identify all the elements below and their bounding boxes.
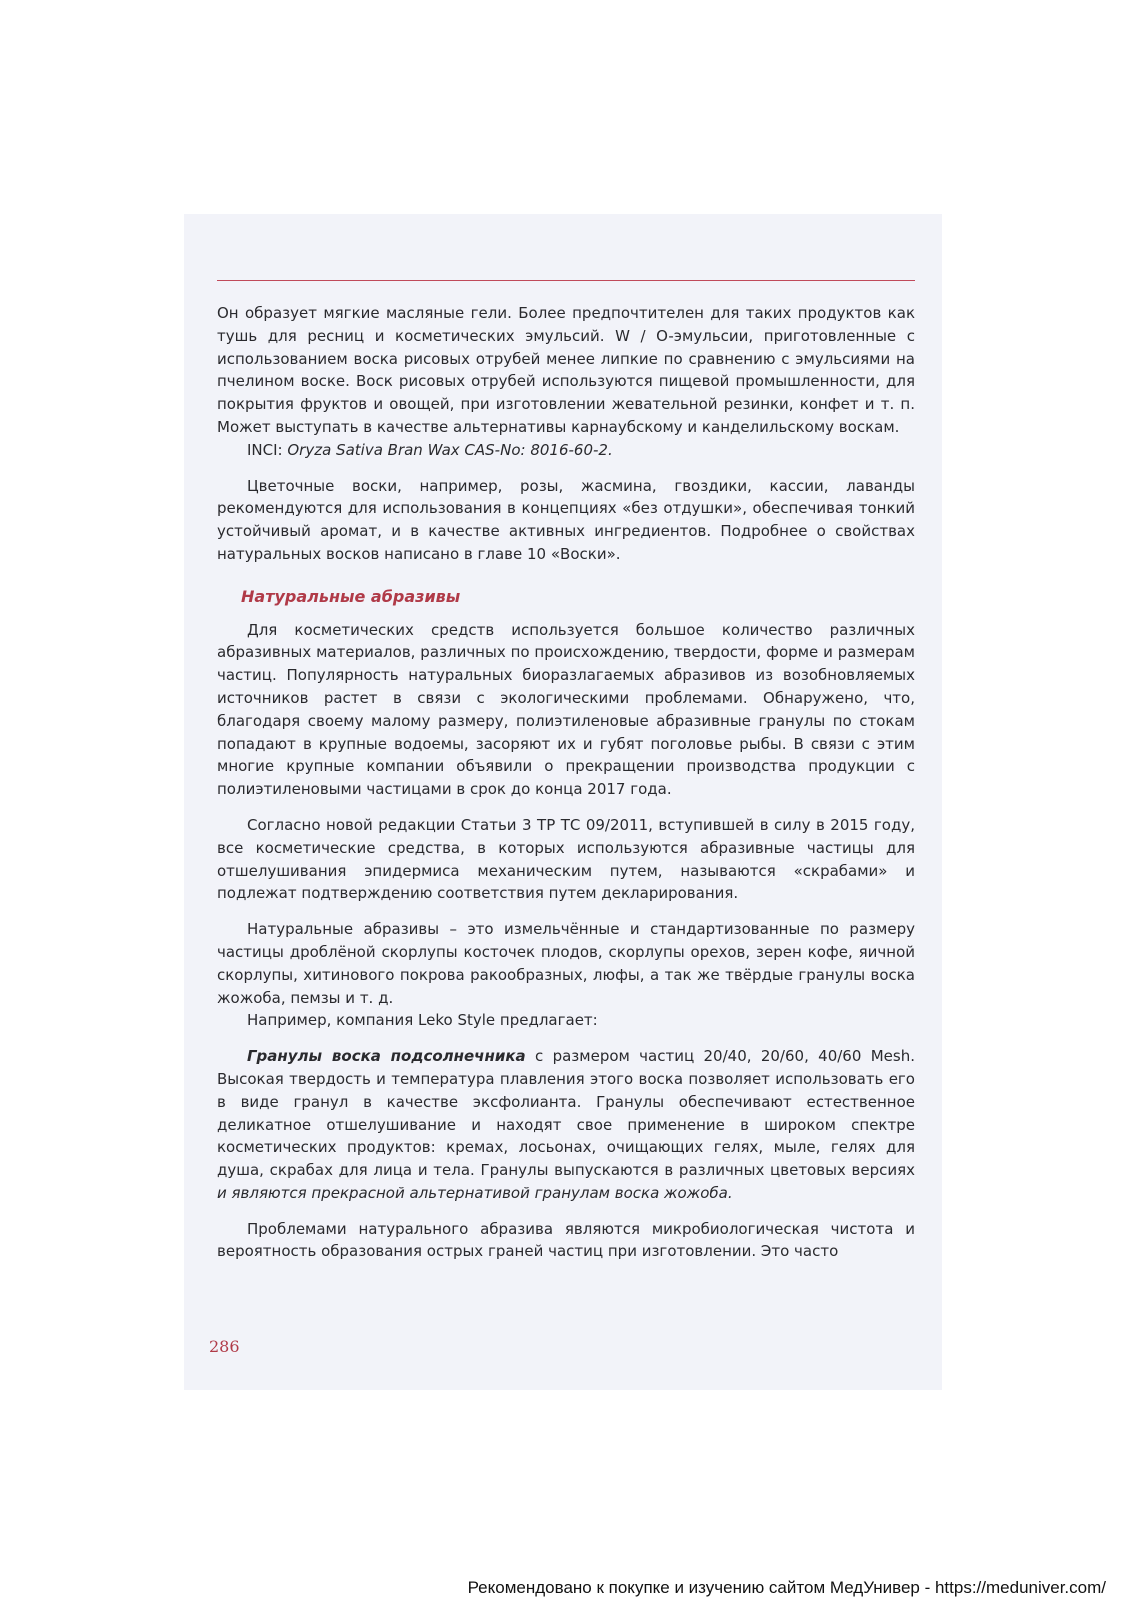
paragraph-abrasives-intro: Для косметических средств используется большое количество различных абразивных материалов, различных по происхождению, твердости, форме и размерам частиц. Популярность натуральных биоразлагаемых абразивов из возобновляемых источников растет в связи с экологическими проблемами. Обнаружено, что, благодаря своему малому размеру, полиэтиленовые абразивные гранулы по стокам попадают в крупные водоемы, засоряют их и губят поголовье рыбы. В связи с этим многие крупные компании объявили о прекращении производства продукции с полиэтиленовыми частицами в срок до конца 2017 года.: [217, 620, 915, 799]
paragraph-sunflower-wax: [217, 1045, 915, 1205]
sunflower-wax-term: Гранулы воска подсолнечника: [247, 1047, 526, 1066]
inci-value: Oryza Sativa Bran Wax CAS-No: 8016-60-2.: [287, 440, 613, 459]
book-page: [184, 214, 942, 1390]
footer-recommendation: Рекомендовано к покупке и изучению сайтом МедУнивер - https://meduniver.com/: [467, 1578, 1106, 1597]
page-content: [217, 302, 915, 1263]
paragraph-regulation: Согласно новой редакции Статьи 3 ТР ТС 09/2011, вступившей в силу в 2015 году, все косметические средства, в которых используются абразивные частицы для отшелушивания эпидермиса механическим путем, называются «скрабами» и подлежат подтверждению соответствия путем декларирования.: [217, 815, 915, 903]
inci-line: [217, 439, 915, 462]
sunflower-wax-conclusion: и являются прекрасной альтернативой гранулам воска жожоба.: [217, 1183, 733, 1202]
section-heading: Натуральные абразивы: [241, 586, 461, 606]
header-rule: [217, 280, 915, 281]
paragraph-floral-waxes: Цветочные воски, например, розы, жасмина, гвоздики, кассии, лаванды рекомендуются для использования в концепциях «без отдушки», обеспечивая тонкий устойчивый аромат, и в качестве активных ингредиентов. Подробнее о свойствах натуральных восков написано в главе 10 «Воски».: [217, 476, 915, 563]
paragraph-example: Например, компания Leko Style предлагает:: [247, 1011, 598, 1030]
page-number: 286: [209, 1337, 240, 1356]
paragraph-natural-abrasives: Натуральные абразивы – это измельчённые и стандартизованные по размеру частицы дроблёной скорлупы косточек плодов, скорлупы орехов, зерен кофе, яичной скорлупы, хитинового покрова ракообразных, люфы, а так же твёрдые гранулы воска жожоба, пемзы и т. д.: [217, 920, 915, 1007]
inci-label: INCI:: [247, 440, 288, 459]
paragraph-problems: Проблемами натурального абразива являются микробиологическая чистота и вероятность образования острых граней частиц при изготовлении. Это часто: [217, 1219, 915, 1261]
paragraph-rice-bran-wax: Он образует мягкие масляные гели. Более предпочтителен для таких продуктов как тушь для ресниц и косметических эмульсий. W / O-эмульсии, приготовленные с использованием воска рисовых отрубей менее липкие по сравнению с эмульсиями на пчелином воске. Воск рисовых отрубей используются пищевой промышленности, для покрытия фруктов и овощей, при изготовлении жевательной резинки, конфет и т. п. Может выступать в качестве альтернативы карнаубскому и канделильскому воскам.: [217, 304, 915, 436]
sunflower-wax-description: с размером частиц 20/40, 20/60, 40/60 Mesh. Высокая твердость и температура плавления этого воска позволяет использовать его в виде гранул в качестве эксфолианта. Гранулы обеспечивают естественное деликатное отшелушивание и находят свое применение в широком спектре косметических продуктов: кремах, лосьонах, очищающих гелях, мыле, гелях для душа, скрабах для лица и тела. Гранулы выпускаются в различных цветовых версиях: [217, 1047, 915, 1180]
